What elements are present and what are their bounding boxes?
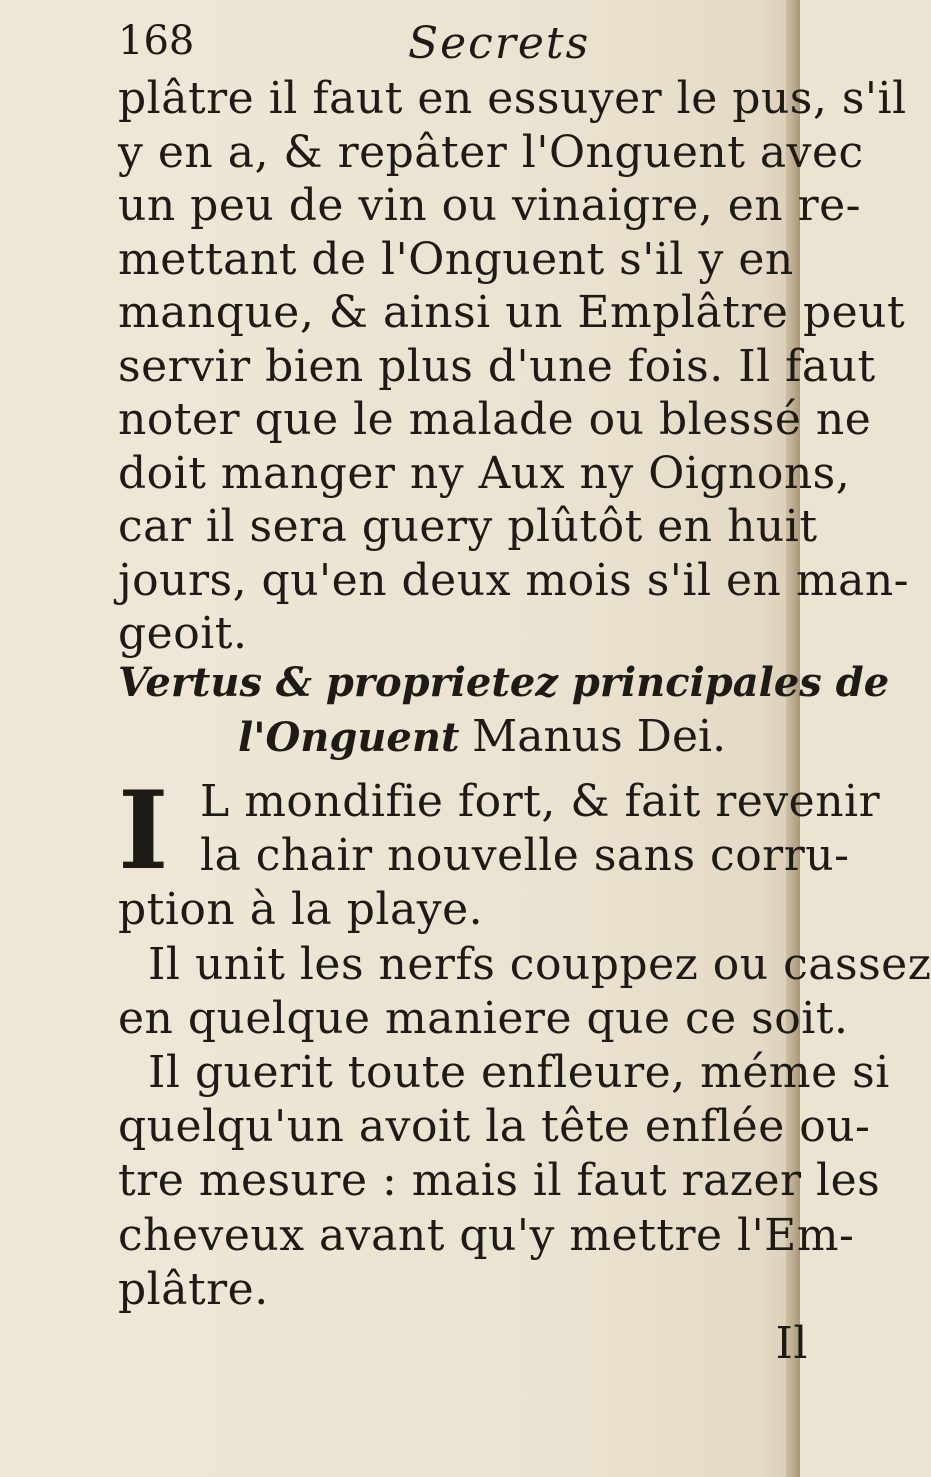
text-line: plâtre il faut en essuyer le pus, s'il [118,73,907,124]
text-line: Il unit les nerfs couppez ou cassez [148,938,931,990]
text-line: la chair nouvelle sans corru- [200,830,850,882]
text-line: Il guerit toute enfleure, méme si [148,1047,890,1099]
text-line: car il sera guery plûtôt en huit [118,501,818,552]
text-line: doit manger ny Aux ny Oignons, [118,447,851,499]
page-header [118,18,760,68]
text-line: en quelque maniere que ce soit. [118,992,849,1044]
paragraph-continued [118,72,910,661]
section-heading [118,656,890,765]
text-line: L mondifie fort, & fait revenir [200,776,881,827]
heading-italic-part: l'Onguent [238,714,460,761]
text-line: plâtre. [118,1263,269,1315]
text-line: un peu de vin ou vinaigre, en re- [118,180,862,231]
text-line: y en a, & repâter l'Onguent avec [118,126,864,178]
text-line: tre mesure : mais il faut razer les [118,1155,881,1207]
catchword: Il [775,1318,808,1370]
page-number: 168 [118,18,195,64]
running-title: Secrets [408,18,591,69]
text-line: geoit. [118,608,248,659]
text-line: quelqu'un avoit la tête enflée ou- [118,1101,871,1153]
section-body [118,768,931,1371]
text-line: servir bien plus d'une fois. Il faut [118,340,876,392]
heading-line-1: Vertus & proprietez principales de [118,659,890,706]
text-line: ption à la playe. [118,884,484,936]
text-line: noter que le malade ou blessé ne [118,394,872,445]
drop-capital: I [118,768,170,894]
heading-roman-part: Manus Dei. [472,711,727,762]
text-line: cheveux avant qu'y mettre l'Em- [118,1209,855,1261]
text-line: mettant de l'Onguent s'il y en [118,233,794,285]
heading-line-2 [118,710,808,765]
text-line: jours, qu'en deux mois s'il en man- [118,554,910,606]
text-line: manque, & ainsi un Emplâtre peut [118,287,906,338]
